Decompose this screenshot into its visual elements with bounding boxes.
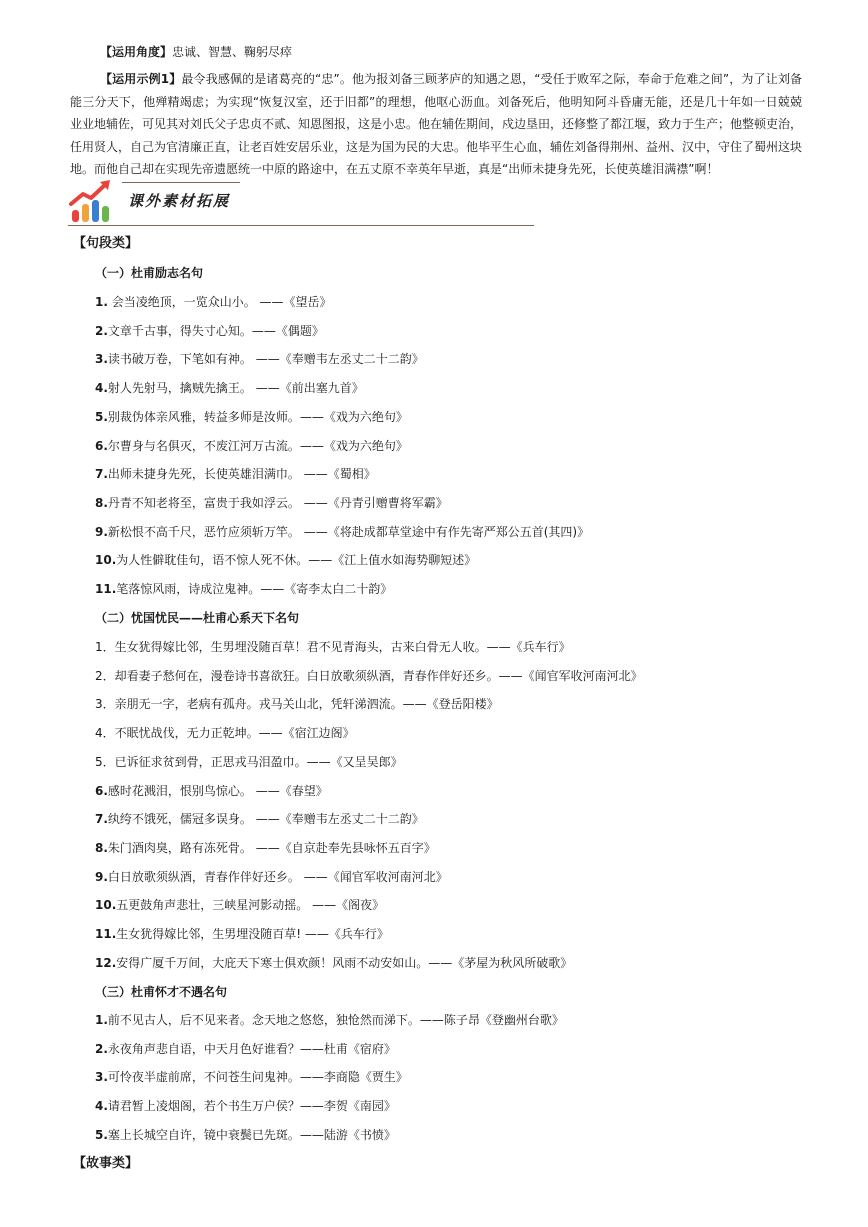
- category-heading-sentences: 【句段类】: [73, 236, 139, 251]
- quote-line: [95, 666, 643, 686]
- quote-line: [95, 809, 424, 829]
- quote-number: 11.: [95, 927, 117, 941]
- quote-line: [95, 694, 499, 714]
- usage-angle-label: 【运用角度】: [100, 45, 173, 59]
- quote-number: 12.: [95, 955, 117, 970]
- quote-line: [95, 550, 476, 570]
- quote-text: 白日放歌须纵酒，青春作伴好还乡。 ——《闻官军收河南河北》: [107, 869, 448, 884]
- quote-line: [95, 1067, 408, 1087]
- quote-number: 6.: [95, 438, 108, 453]
- quote-number: 4．: [95, 726, 115, 741]
- quote-line: [95, 378, 364, 398]
- quote-number: 3．: [95, 697, 115, 712]
- quote-number: 3.: [95, 1070, 108, 1085]
- quote-number: 7.: [95, 812, 108, 827]
- quote-text: 纨绔不饿死，儒冠多误身。 ——《奉赠韦左丞丈二十二韵》: [107, 812, 424, 827]
- quote-line: [95, 781, 328, 801]
- quote-text: 安得广厦千万间，大庇天下寒士俱欢颜！风雨不动安如山。——《茅屋为秋风所破歌》: [116, 955, 573, 970]
- quote-text: 为人性僻耽佳句，语不惊人死不休。——《江上值水如海势聊短述》: [116, 553, 477, 568]
- quote-text: 会当凌绝顶，一览众山小。 ——《望岳》: [107, 295, 332, 309]
- quote-line: [95, 924, 389, 944]
- quote-number: 4.: [95, 1099, 108, 1114]
- quote-text: 却看妻子愁何在，漫卷诗书喜欲狂。白日放歌须纵酒，青春作伴好还乡。——《闻官军收河南河北》: [114, 668, 643, 683]
- growth-chart-icon: [68, 178, 114, 224]
- quote-text: 亲朋无一字，老病有孤舟。戎马关山北，凭轩涕泗流。——《登岳阳楼》: [114, 697, 499, 712]
- quote-number: 4.: [95, 381, 108, 396]
- quote-text: 丹青不知老将至，富贵于我如浮云。 ——《丹青引赠曹将军霸》: [107, 495, 448, 510]
- banner-top-rule: [122, 182, 240, 183]
- quote-number: 11.: [95, 582, 117, 596]
- quote-number: 8.: [95, 495, 108, 510]
- quote-number: 1．: [95, 640, 115, 654]
- quote-text: 读书破万卷，下笔如有神。 ——《奉赠韦左丞丈二十二韵》: [107, 352, 424, 367]
- usage-example-text: 最令我感佩的是诸葛亮的“忠”。他为报刘备三顾茅庐的知遇之恩，“受任于败军之际，奉命于危难之间”，为了让刘备能三分天下，他殚精竭虑；为实现“恢复汉室，还于旧都”的理想，他呕心沥血。刘备死后，他明知阿斗昏庸无能，还是几十年如一日兢兢业业地辅佐，可见其对刘氏父子忠贞不贰、知恩图报，这是小忠。他在辅佐期间，戍边垦田，还修整了都江堰，致力于生产；他整顿吏治，任用贤人，自己为官清廉正直，让老百姓安居乐业，这是为国为民的大忠。他毕平生心血，辅佐刘备得荆州、益州、汉中，守住了蜀州这块地。而他自己却在实现先帝遗愿统一中原的路途中，在五丈原不幸英年早逝，真是“出师未捷身先死，长使英雄泪满襟”啊！: [70, 72, 803, 176]
- quote-line: [95, 1010, 564, 1030]
- quote-text: 可怜夜半虚前席，不问苍生问鬼神。——李商隐《贾生》: [107, 1070, 408, 1085]
- quote-text: 新松恨不高千尺，恶竹应须斩万竿。 ——《将赴成都草堂途中有作先寄严郑公五首(其四)》: [107, 524, 590, 539]
- quote-text: 生女犹得嫁比邻，生男埋没随百草！君不见青海头，古来白骨无人收。——《兵车行》: [114, 640, 571, 654]
- quote-text: 塞上长城空自许，镜中衰鬓已先斑。——陆游《书愤》: [107, 1127, 396, 1142]
- quote-text: 笔落惊风雨，诗成泣鬼神。——《寄李太白二十韵》: [116, 582, 393, 596]
- quote-line: [95, 895, 384, 915]
- quote-number: 2．: [95, 668, 115, 683]
- quote-number: 1.: [95, 1013, 108, 1027]
- usage-example-paragraph: [70, 68, 802, 181]
- quote-line: [95, 637, 571, 657]
- quote-text: 文章千古事，得失寸心知。——《偶题》: [107, 323, 324, 338]
- quote-number: 5.: [95, 409, 108, 424]
- quote-text: 别裁伪体亲风雅，转益多师是汝师。——《戏为六绝句》: [107, 409, 408, 424]
- quote-text: 请君暂上凌烟阁，若个书生万户侯？——李贺《南园》: [107, 1099, 396, 1114]
- quote-line: [95, 752, 403, 772]
- usage-angle-paragraph: [70, 41, 802, 64]
- quote-number: 5.: [95, 1127, 108, 1142]
- quote-line: [95, 953, 572, 973]
- quote-number: 8.: [95, 840, 108, 855]
- quote-text: 已诉征求贫到骨，正思戎马泪盈巾。——《又呈吴郎》: [114, 754, 403, 769]
- quote-line: [95, 349, 424, 369]
- quote-line: [95, 838, 436, 858]
- quote-text: 永夜角声悲自语，中天月色好谁看？——杜甫《宿府》: [107, 1041, 396, 1056]
- quote-number: 6.: [95, 783, 108, 798]
- quote-number: 10.: [95, 553, 117, 568]
- quote-line: [95, 493, 448, 513]
- quote-number: 10.: [95, 898, 117, 913]
- quote-number: 1.: [95, 295, 108, 309]
- quote-text: 前不见古人，后不见来者。念天地之悠悠，独怆然而涕下。——陈子昂《登幽州台歌》: [107, 1013, 564, 1027]
- quote-number: 2.: [95, 323, 108, 338]
- quote-line: [95, 522, 589, 542]
- quote-text: 出师未捷身先死，长使英雄泪满巾。 ——《蜀相》: [107, 467, 376, 482]
- quote-text: 不眠忧战伐，无力正乾坤。——《宿江边阁》: [114, 726, 355, 741]
- quote-number: 9.: [95, 524, 108, 539]
- quote-line: [95, 867, 448, 887]
- quote-number: 9.: [95, 869, 108, 884]
- subsection-title-1: （一）杜甫励志名句: [95, 266, 204, 280]
- quote-line: [95, 723, 355, 743]
- quote-text: 生女犹得嫁比邻，生男埋没随百草! ——《兵车行》: [116, 927, 389, 941]
- section-banner: [68, 178, 538, 228]
- quote-line: [95, 292, 332, 312]
- quote-number: 5．: [95, 754, 115, 769]
- quote-text: 朱门酒肉臭，路有冻死骨。 ——《自京赴奉先县咏怀五百字》: [107, 840, 436, 855]
- quote-line: [95, 1039, 396, 1059]
- quote-line: [95, 1096, 396, 1116]
- quote-text: 五更鼓角声悲壮，三峡星河影动摇。 ——《阁夜》: [116, 898, 385, 913]
- quote-text: 尔曹身与名俱灭，不废江河万古流。——《戏为六绝句》: [107, 438, 408, 453]
- subsection-title-2: （二）忧国忧民——杜甫心系天下名句: [95, 611, 300, 625]
- category-heading-stories: 【故事类】: [73, 1156, 139, 1171]
- quote-number: 2.: [95, 1041, 108, 1056]
- banner-title: 课外素材拓展: [128, 192, 231, 210]
- quote-number: 7.: [95, 467, 108, 482]
- subsection-title-3: （三）杜甫怀才不遇名句: [95, 985, 228, 999]
- quote-number: 3.: [95, 352, 108, 367]
- quote-text: 感时花溅泪，恨别鸟惊心。 ——《春望》: [107, 783, 328, 798]
- quote-line: [95, 579, 392, 599]
- quote-text: 射人先射马，擒贼先擒王。 ——《前出塞九首》: [107, 381, 364, 396]
- quote-line: [95, 1125, 396, 1145]
- quote-line: [95, 436, 408, 456]
- quote-line: [95, 321, 324, 341]
- usage-angle-text: 忠诚、智慧、鞠躬尽瘁: [172, 45, 293, 59]
- banner-bottom-rule: [68, 225, 534, 226]
- quote-line: [95, 464, 376, 484]
- quote-line: [95, 407, 408, 427]
- usage-example-label: 【运用示例1】: [100, 72, 182, 86]
